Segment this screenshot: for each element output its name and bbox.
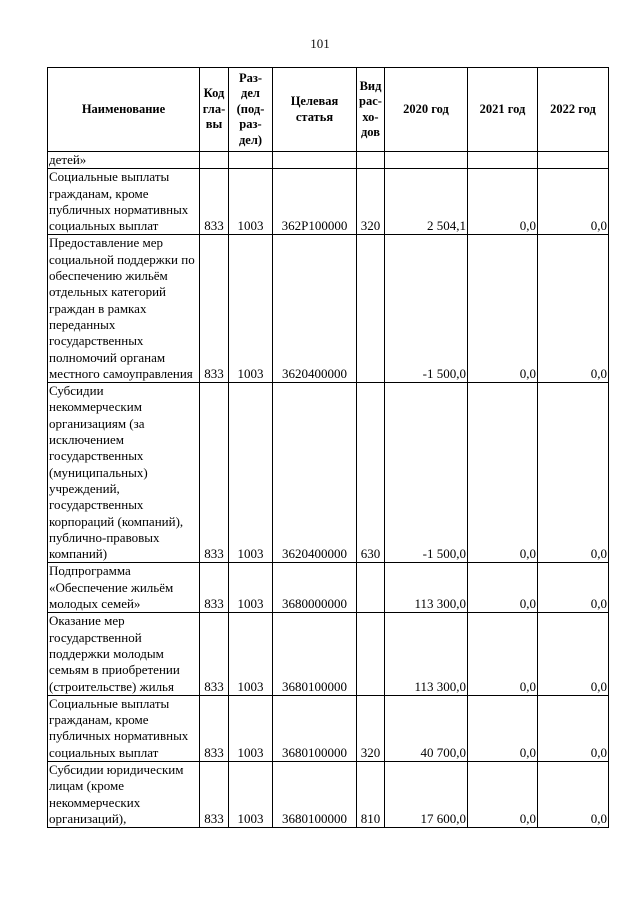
cell-code: 833 xyxy=(200,235,229,383)
header-2021: 2021 год xyxy=(468,68,538,152)
cell-target: 3680100000 xyxy=(273,613,357,695)
cell-section: 1003 xyxy=(229,761,273,827)
cell-target: 3680100000 xyxy=(273,761,357,827)
table-header-row xyxy=(48,68,609,152)
cell-2020: 40 700,0 xyxy=(385,695,468,761)
cell-section: 1003 xyxy=(229,169,273,235)
table-row-continuation xyxy=(48,152,609,169)
cell-code xyxy=(200,152,229,169)
cell-kind xyxy=(357,613,385,695)
header-expense-kind: Вид рас- хо- дов xyxy=(357,68,385,152)
cell-2022: 0,0 xyxy=(538,169,609,235)
cell-2020: -1 500,0 xyxy=(385,383,468,563)
cell-2022: 0,0 xyxy=(538,383,609,563)
cell-2021: 0,0 xyxy=(468,169,538,235)
cell-target: 362P100000 xyxy=(273,169,357,235)
cell-kind xyxy=(357,235,385,383)
cell-kind: 630 xyxy=(357,383,385,563)
cell-section xyxy=(229,152,273,169)
cell-2022: 0,0 xyxy=(538,235,609,383)
table-row xyxy=(48,169,609,235)
table-row xyxy=(48,695,609,761)
cell-target: 3620400000 xyxy=(273,235,357,383)
cell-code: 833 xyxy=(200,761,229,827)
budget-table xyxy=(47,67,609,828)
cell-section: 1003 xyxy=(229,563,273,613)
cell-code: 833 xyxy=(200,169,229,235)
cell-code: 833 xyxy=(200,383,229,563)
cell-2021: 0,0 xyxy=(468,761,538,827)
header-section: Раз- дел (под- раз- дел) xyxy=(229,68,273,152)
cell-2022 xyxy=(538,152,609,169)
cell-section: 1003 xyxy=(229,695,273,761)
cell-name: Социальные выплаты гражданам, кроме публичных нормативных социальных выплат xyxy=(48,169,200,235)
cell-name: Подпрограмма «Обеспечение жильём молодых семей» xyxy=(48,563,200,613)
cell-name: Оказание мер государственной поддержки молодым семьям в приобретении (строительстве) жилья xyxy=(48,613,200,695)
cell-kind: 320 xyxy=(357,169,385,235)
table-row xyxy=(48,383,609,563)
cell-name: Социальные выплаты гражданам, кроме публичных нормативных социальных выплат xyxy=(48,695,200,761)
cell-2020 xyxy=(385,152,468,169)
cell-code: 833 xyxy=(200,695,229,761)
table-row xyxy=(48,761,609,827)
header-2022: 2022 год xyxy=(538,68,609,152)
cell-section: 1003 xyxy=(229,235,273,383)
header-2020: 2020 год xyxy=(385,68,468,152)
cell-code: 833 xyxy=(200,613,229,695)
page-number: 101 xyxy=(310,36,330,51)
cell-target: 3680100000 xyxy=(273,695,357,761)
cell-name: Субсидии некоммерческим организациям (за исключением государственных (муниципальных) учреждений, государственных корпораций (компаний), публично-правовых компаний) xyxy=(48,383,200,563)
cell-kind: 810 xyxy=(357,761,385,827)
cell-2020: 113 300,0 xyxy=(385,613,468,695)
cell-2022: 0,0 xyxy=(538,761,609,827)
cell-section: 1003 xyxy=(229,613,273,695)
header-target-article: Целевая статья xyxy=(273,68,357,152)
cell-2021: 0,0 xyxy=(468,235,538,383)
cell-target: 3620400000 xyxy=(273,383,357,563)
cell-2020: 2 504,1 xyxy=(385,169,468,235)
cell-target xyxy=(273,152,357,169)
header-chapter-code: Код гла- вы xyxy=(200,68,229,152)
cell-2021: 0,0 xyxy=(468,695,538,761)
cell-name: детей» xyxy=(48,152,200,169)
cell-name: Субсидии юридическим лицам (кроме некоммерческих организаций), xyxy=(48,761,200,827)
cell-code: 833 xyxy=(200,563,229,613)
table-row xyxy=(48,235,609,383)
cell-2021: 0,0 xyxy=(468,563,538,613)
cell-kind xyxy=(357,152,385,169)
cell-2022: 0,0 xyxy=(538,563,609,613)
cell-2020: 113 300,0 xyxy=(385,563,468,613)
cell-2021: 0,0 xyxy=(468,383,538,563)
cell-name: Предоставление мер социальной поддержки по обеспечению жильём отдельных категорий граждан в рамках переданных государственных полномочий органам местного самоуправления xyxy=(48,235,200,383)
cell-2022: 0,0 xyxy=(538,613,609,695)
table-row xyxy=(48,563,609,613)
cell-2021: 0,0 xyxy=(468,613,538,695)
header-name: Наименование xyxy=(48,68,200,152)
cell-section: 1003 xyxy=(229,383,273,563)
table-row xyxy=(48,613,609,695)
cell-2020: 17 600,0 xyxy=(385,761,468,827)
cell-target: 3680000000 xyxy=(273,563,357,613)
cell-kind xyxy=(357,563,385,613)
cell-kind: 320 xyxy=(357,695,385,761)
cell-2022: 0,0 xyxy=(538,695,609,761)
cell-2021 xyxy=(468,152,538,169)
cell-2020: -1 500,0 xyxy=(385,235,468,383)
